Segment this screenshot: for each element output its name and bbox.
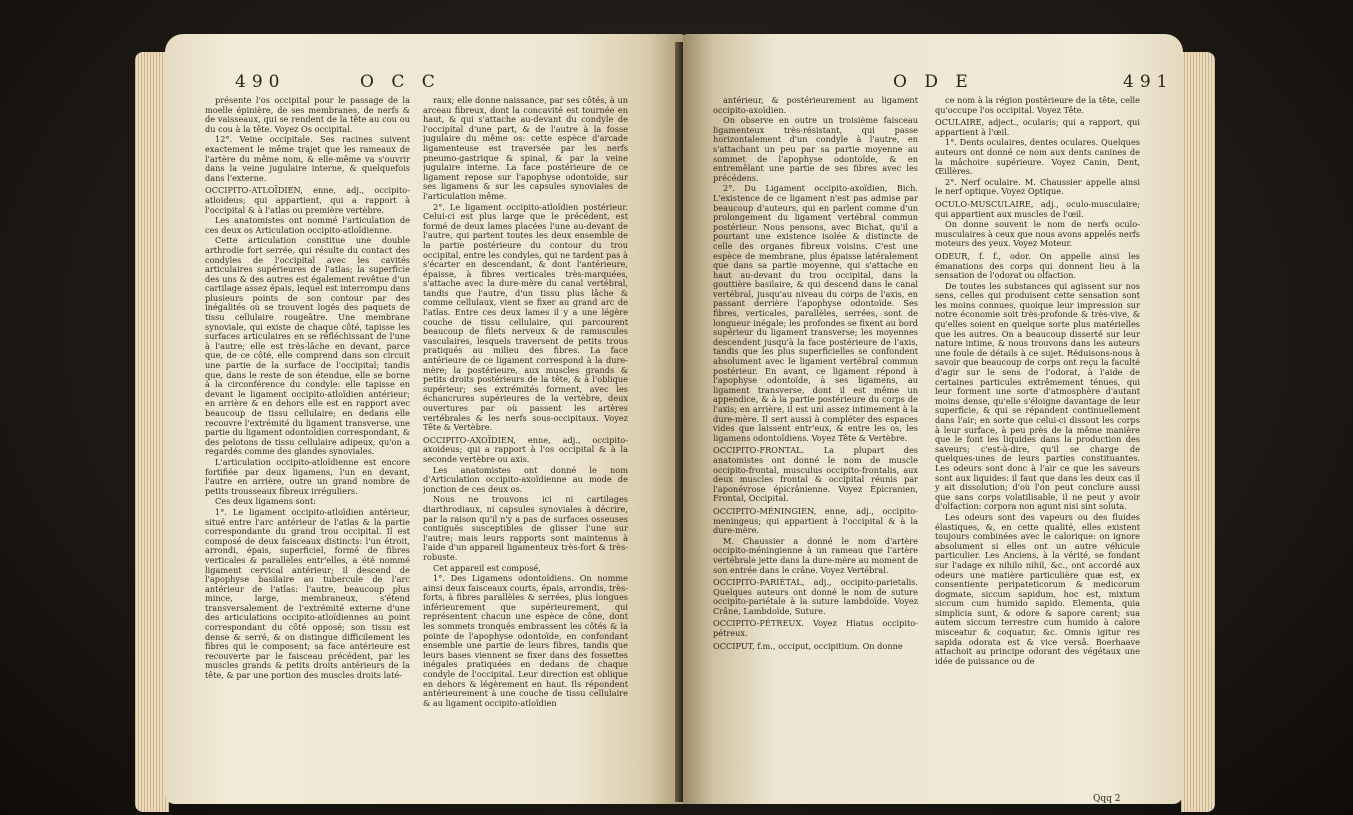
paragraph: Les anatomistes ont donné le nom d'Articulation occipito-axoïdienne au mode de jonction de ces deux os. <box>423 464 628 494</box>
paragraph: présente l'os occipital pour le passage de la moelle épinière, de ses membranes, de nerfs & de vaisseaux, qui se rendent de la tête au cou ou du cou à la tête. Voyez Os occipital. <box>205 96 410 134</box>
entry-heading-paragraph: OCCIPITO-AXOÏDIEN, enne, adj., occipito-axoideus; qui a rapport à l'os occipital & à la seconde vertèbre ou axis. <box>423 434 628 464</box>
open-book <box>135 22 1215 812</box>
paragraph: On observe en outre un troisième faisceau ligamenteux très-résistant, qui passe horizontalement d'un condyle à l'autre, en s'attachant un peu par sa partie moyenne au sommet de l'apophyse odontoïde, & en entremêlant une partie de ses fibres avec les précédens. <box>713 115 918 183</box>
paragraph: raux; elle donne naissance, par ses côtés, à un arceau fibreux, dont la concavité est tournée en haut, & qui s'attache au-devant du condyle de l'occipital d'une part, & de l'autre à la fosse jugulaire du même os: cette espèce d'arcade ligamenteuse est traversée par les nerfs pneumo-gastrique & spinal, & par la veine jugulaire interne. La face postérieure de ce ligament repose sur l'apophyse odontoïde, sur ses ligamens & sur les capsules synoviales de l'articulation même. <box>423 96 628 201</box>
left-column-2 <box>423 96 628 786</box>
paragraph: 1°. Dents oculaires, dentes oculares. Quelques auteurs ont donné ce nom aux dents canines de la mâchoire supérieure. Voyez Canin, Dent, Œillères. <box>935 137 1140 177</box>
paragraph: 1°. Des Ligamens odontoïdiens. On nomme ainsi deux faisceaux courts, épais, arrondis, très-forts, à fibres parallèles & serrées, plus longues inférieurement que supérieurement, qui représentent chacun une espèce de cône, dont les sommets tronqués embrassent les côtés & la pointe de l'apophyse odontoïde, en confondant ensemble une partie de leurs fibres, tandis que leurs bases viennent se fixer dans des fossettes inégales pratiquées en dedans de chaque condyle de l'occipital. Leur direction est oblique en dehors & légèrement en haut. Ils répondent antérieurement à une couche de tissu cellulaire & au ligament occipito-atloïdien <box>423 573 628 708</box>
left-running-header: O C C <box>360 72 441 92</box>
paragraph: Cet appareil est composé, <box>433 562 541 573</box>
right-column-1 <box>713 96 918 786</box>
paragraph: Ces deux ligamens sont: <box>215 496 316 507</box>
left-column-1 <box>205 96 410 786</box>
paragraph: L'articulation occipito-atloïdienne est encore fortifiée par deux ligamens, l'un en devant, l'autre en arrière, outre un grand nombre de petits trousseaux fibreux irréguliers. <box>205 456 410 496</box>
paragraph: 1°. Le ligament occipito-atloïdien antérieur, situé entre l'arc antérieur de l'atlas & la partie correspondante du grand trou occipital. Il est composé de deux faisceaux distincts: l'un étroit, arrondi, épais, superficiel, formé de fibres verticales & parallèles entr'elles, a été nommé ligament cervical antérieur; il descend de l'apophyse basilaire au tubercule de l'arc antérieur de l'atlas: l'autre, beaucoup plus mince, large, membraneux, s'étend transversalement de l'extrémité externe d'une des articulations occipito-atloïdiennes au point correspondant du côté opposé; son tissu est dense & serré, & on distingue difficilement les fibres qui le composent; sa face antérieure est recouverte par le faisceau précédent, par les muscles grands & petits droits antérieurs de la tête, & par une portion des muscles droits laté- <box>205 506 410 681</box>
right-column-2 <box>935 96 1140 786</box>
entry-heading-paragraph: OCCIPUT, f.m., occiput, occipitium. On donne <box>713 640 903 651</box>
left-page-edges <box>135 52 169 812</box>
entry-heading-paragraph: OCCIPITO-PARIÉTAL, adj., occipito-parietalis. Quelques auteurs ont donné le nom de suture occipito-pariétale à la suture lambdoïde. Voyez Crâne, Lambdoïde, Suture. <box>713 577 918 616</box>
entry-heading-paragraph: ODEUR, f. f., odor. On appelle ainsi les émanations des corps qui donnent lieu à la sensation de l'odorat ou olfaction. <box>935 250 1140 281</box>
paragraph: 2°. Du Ligament occipito-axoïdien, Bich. L'existence de ce ligament n'est pas admise par beaucoup d'auteurs, qui en parlent comme d'un prolongement du ligament vertébral commun postérieur. Nous pensons, avec Bichat, qu'il a pourtant une existence isolée & distincte de celle des organes fibreux voisins. C'est une espèce de membrane, plus épaisse latéralement que dans sa partie moyenne, qui s'attache en haut au-devant du trou occipital, dans la gouttière basilaire, & qui descend dans le canal vertébral, jusqu'au niveau du corps de l'axis, en passant derrière l'apophyse odontoïde. Ses fibres, verticales, parallèles, serrées, sont de longueur inégale; les profondes se fixent au bord supérieur du ligament transverse; les moyennes descendent jusqu'à la face postérieure de l'axis, tandis que les plus superficielles se confondent absolument avec le ligament vertébral commun postérieur. En avant, ce ligament répond à l'apophyse odontoïde, à ses ligamens, au ligament transverse, dont il est même un appendice, & à la partie postérieure du corps de l'axis; en arrière, il est uni assez intimement à la dure-mère. Il sert aussi à compléter des espaces vides que laissent entr'eux, & entre les os, les ligamens odontoïdiens. Voyez Tête & Vertèbre. <box>713 183 918 443</box>
entry-heading-paragraph: OCCIPITO-ATLOÏDIEN, enne, adj., occipito-atloideus; qui appartient, qui a rapport à l'occipital & à l'atlas ou première vertèbre. <box>205 185 410 215</box>
paragraph: 12°. Veine occipitale. Ses racines suivent exactement le même trajet que les rameaux de l'artère du même nom, & elle-même va s'ouvrir dans la veine jugulaire interne, & quelquefois dans l'externe. <box>205 134 410 183</box>
paragraph: Les odeurs sont des vapeurs ou des fluides élastiques, &, en cette qualité, elles existent toujours combinées avec le calorique: on ignore absolument si elles ont un autre véhicule particulier. Les Anciens, à la vérité, se fondant sur l'adage ex nihilo nihil, &c., ont accordé aux odeurs une matière particulière quæ est, ex consentiente peripateticorum & medicorum dogmate, siccum sapidum, hoc est, mixtum siccum cum humido sapido. Elementa, quia simplicia sunt, & odore & sapore carent; sua autem siccum terrestre cum humido à calore misceatur & coquatur, &c. Omnis igitur res sapida odorata est & vice versâ. Boerhaave attachoit au principe odorant des végétaux une idée de puissance ou de <box>935 511 1140 666</box>
entry-heading-paragraph: OCULO-MUSCULAIRE, adj., oculo-musculaire; qui appartient aux muscles de l'œil. <box>935 198 1140 219</box>
entry-heading-paragraph: OCCIPITO-FRONTAL. La plupart des anatomistes ont donné le nom de muscle occipito-frontal, musculus occipito-frontalis, aux deux muscles frontal & occipital réunis par l'aponévrose épicrânienne. Voyez Épicranien, Frontal, Occipital. <box>713 445 918 504</box>
paragraph: 2°. Le ligament occipito-atloïdien postérieur. Celui-ci est plus large que le précédent, est formé de deux lames placées l'une au-devant de l'autre, qui partent toutes les deux ensemble de la partie postérieure du contour du trou occipital, entre les condyles, qui ne tardent pas à s'écarter en descendant, & dont l'antérieure, épaisse, à fibres verticales très-marquées, s'attache avec la dure-mère du canal vertébral, tandis que l'autre, d'un tissu plus lâche & comme cellulaux, vient se fixer au grand arc de l'atlas. Entre ces deux lames il y a une légère couche de tissu cellulaire, qui parcourent beaucoup de filets nerveux & de ramuscules vasculaires, lesquels traversent de petits trous pratiqués au milieu des fibres. La face antérieure de ce ligament correspond à la dure-mère; la postérieure, aux muscles grands & petits droits postérieurs de la tête, & à l'oblique supérieur; ses extrémités forment, avec les échancrures supérieures de la vertèbre, deux ouvertures par où passent les artères vertébrales & les nerfs sous-occipitaux. Voyez Tête & Vertèbre. <box>423 201 628 433</box>
signature-mark: Qqq 2 <box>1093 794 1121 804</box>
paragraph: 2°. Nerf oculaire. M. Chaussier appelle ainsi le nerf optique. Voyez Optique. <box>935 176 1140 197</box>
paragraph: antérieur, & postérieurement au ligament occipito-axoïdien. <box>713 96 918 115</box>
entry-heading-paragraph: OCULAIRE, adject., ocularis; qui a rapport, qui appartient à l'œil. <box>935 117 1140 137</box>
paragraph: Les anatomistes ont nommé l'articulation de ces deux os Articulation occipito-atloïdienne. <box>205 215 410 235</box>
right-page-number: 491 <box>1123 72 1174 92</box>
paragraph: Cette articulation constitue une double arthrodie fort serrée, qui résulte du contact des condyles de l'occipital avec les cavités articulaires supérieures de l'atlas; la superficie des uns & des autres est également revêtue d'un cartilage assez épais, lequel est interrompu dans plusieurs points de son contour par des inégalités où se trouvent logés des paquets de tissu cellulaire rougeâtre. Une membrane synoviale, qui existe de chaque côté, tapisse les surfaces articulaires en se réfléchissant de l'une à l'autre; elle est très-lâche en devant, parce que, de ce côté, elle comprend dans son circuit une partie de la surface de l'occipital; tandis que, dans le reste de son étendue, elle se borne à la circonférence du condyle: elle tapisse en devant le ligament occipito-atloïdien antérieur; en arrière & en dehors elle est en rapport avec beaucoup de tissu cellulaire; en dedans elle recouvre l'extrémité du ligament transverse, une partie du ligament odontoïdien correspondant, & des pelotons de tissu cellulaire adipeux, qu'on a regardés comme des glandes synoviales. <box>205 235 410 457</box>
right-page <box>683 34 1183 804</box>
paragraph: M. Chaussier a donné le nom d'artère occipito-méningienne à un rameau que l'artère vertébrale jette dans la dure-mère au moment de son entrée dans le crâne. Voyez Vertébral. <box>713 535 918 575</box>
left-page <box>165 34 685 804</box>
paragraph: ce nom à la région postérieure de la tête, celle qu'occupe l'os occipital. Voyez Tête. <box>935 96 1140 115</box>
paragraph: De toutes les substances qui agissent sur nos sens, celles qui produisent cette sensation sont les moins connues, quoique leur impression sur notre économie soit très-profonde & très-vive, & qu'elles soient en quelque sorte plus matérielles que les autres. On a beaucoup disserté sur leur nature intime, & nous trouvons dans les auteurs une foule de détails à ce sujet. Réduisons-nous à savoir que beaucoup de corps ont reçu la faculté d'agir sur le sens de l'odorat, à l'aide de certaines particules extrêmement ténues, qui leur forment une sorte d'atmosphère d'autant moins dense, qu'elle s'éloigne davantage de leur superficie, & qui se répandent continuellement dans l'air; en sorte que celui-ci dissout les corps à leur surface, à peu près de la même manière que le font les liquides dans la production des saveurs; c'est-à-dire, qu'il se charge de quelques-unes de leurs parties constituantes. Les odeurs sont donc à l'air ce que les saveurs sont aux liquides: il faut que dans les deux cas il y ait dissolution; d'où l'on peut conclure aussi que sans corps volatilisable, il ne peut y avoir d'olfaction: corpora non agunt nisi sint soluta. <box>935 280 1140 512</box>
entry-heading-paragraph: OCCIPITO-PÉTREUX. Voyez Hiatus occipito-pétreux. <box>713 618 918 639</box>
paragraph: On donne souvent le nom de nerfs oculo-musculaires à ceux que nous avons appelés nerfs moteurs des yeux. Voyez Moteur. <box>935 219 1140 249</box>
paragraph: Nous ne trouvons ici ni cartilages diarthrodiaux, ni capsules synoviales à décrire, par la raison qu'il n'y a pas de surfaces osseuses contiguës susceptibles de glisser l'une sur l'autre; mais leurs rapports sont maintenus à l'aide d'un appareil ligamenteux très-fort & très-robuste. <box>423 494 628 562</box>
entry-heading-paragraph: OCCIPITO-MÉNINGIEN, enne, adj., occipito-meningeus; qui appartient à l'occipital & à la dure-mère. <box>713 505 918 536</box>
right-running-header: O D E <box>893 72 974 92</box>
right-page-edges <box>1181 52 1215 812</box>
left-page-number: 490 <box>235 72 286 92</box>
